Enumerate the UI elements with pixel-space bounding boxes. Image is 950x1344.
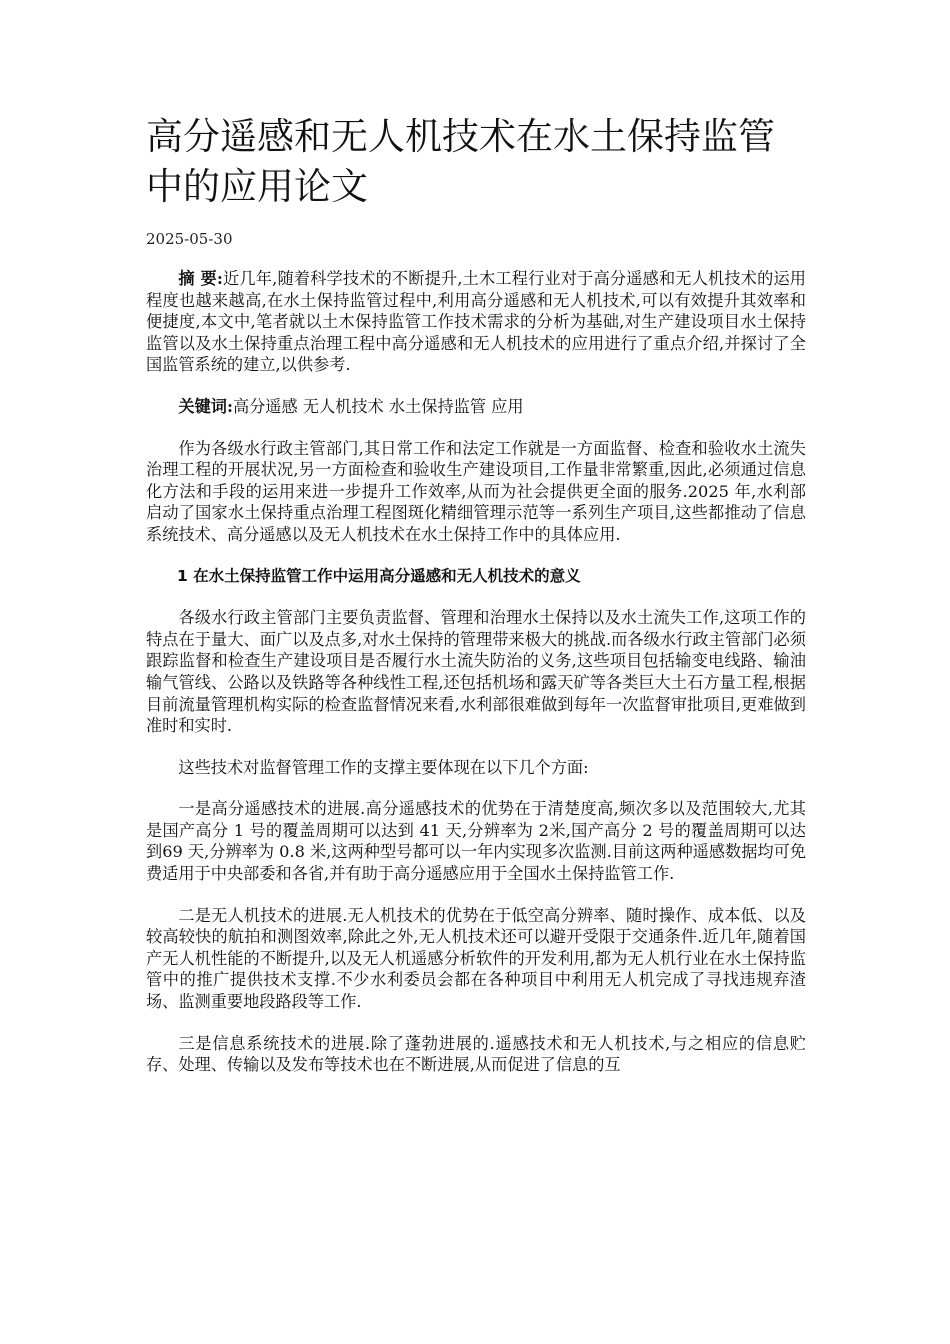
body-paragraph-4: 一是高分遥感技术的进展.高分遥感技术的优势在于清楚度高,频次多以及范围较大,尤其是国产高分 1 号的覆盖周期可以达到 41 天,分辨率为 2米,国产高分 2 号的覆盖周期可以达到69 天,分辨率为 0.8 米,这两种型号都可以一年内实现多次监测.目前这两种遥感数据均可免费适用于中央部委和各省,并有助于高分遥感应用于全国水土保持监管工作.	[146, 799, 806, 884]
abstract-label: 摘 要:	[178, 269, 223, 288]
body-paragraph-5: 二是无人机技术的进展.无人机技术的优势在于低空高分辨率、随时操作、成本低、以及较高较快的航拍和测图效率,除此之外,无人机技术还可以避开受限于交通条件.近几年,随着国产无人机性能的不断提升,以及无人机遥感分析软件的开发利用,都为无人机行业在水土保持监管中的推广提供技术支撑.不少水利委员会都在各种项目中利用无人机完成了寻找违规弃渣场、监测重要地段路段等工作.	[146, 905, 806, 1012]
document-body	[146, 268, 806, 1096]
body-paragraph-3: 这些技术对监督管理工作的支撑主要体现在以下几个方面:	[178, 757, 589, 777]
document-title: 高分遥感和无人机技术在水土保持监管中的应用论文	[146, 115, 775, 208]
keywords-label: 关键词:	[178, 396, 233, 416]
keywords-paragraph	[146, 396, 806, 418]
section-heading-1: 1 在水土保持监管工作中运用高分遥感和无人机技术的意义	[177, 566, 581, 585]
publish-date: 2025-05-30	[146, 230, 233, 248]
abstract-text: 近几年,随着科学技术的不断提升,土木工程行业对于高分遥感和无人机技术的运用程度也越来越高,在水土保持监管过程中,利用高分遥感和无人机技术,可以有效提升其效率和便捷度,本文中,笔者就以土木保持监管工作技术需求的分析为基础,对生产建设项目水土保持监管以及水土保持重点治理工程中高分遥感和无人机技术的应用进行了重点介绍,并探讨了全国监管系统的建立,以供参考.	[146, 269, 806, 375]
body-paragraph-1: 作为各级水行政主管部门,其日常工作和法定工作就是一方面监督、检查和验收水土流失治理工程的开展状况,另一方面检查和验收生产建设项目,工作量非常繁重,因此,必须通过信息化方法和手段的运用来进一步提升工作效率,从而为社会提供更全面的服务.2025 年,水利部启动了国家水土保持重点治理工程图斑化精细管理示范等一系列生产项目,这些都推动了信息系统技术、高分遥感以及无人机技术在水土保持工作中的具体应用.	[146, 438, 806, 544]
body-paragraph-2: 各级水行政主管部门主要负责监督、管理和治理水土保持以及水土流失工作,这项工作的特点在于量大、面广以及点多,对水土保持的管理带来极大的挑战.而各级水行政主管部门必须跟踪监督和检查生产建设项目是否履行水土流失防治的义务,这些项目包括输变电线路、输油输气管线、公路以及铁路等各种线性工程,还包括机场和露天矿等各类巨大土石方量工程,根据目前流量管理机构实际的检查监督情况来看,水利部很难做到每年一次监督审批项目,更难做到准时和实时.	[146, 608, 806, 736]
body-paragraph-6: 三是信息系统技术的进展.除了蓬勃进展的.遥感技术和无人机技术,与之相应的信息贮存、处理、传输以及发布等技术也在不断进展,从而促进了信息的互	[146, 1033, 806, 1075]
abstract-paragraph	[146, 268, 806, 376]
keywords-text: 高分遥感 无人机技术 水土保持监管 应用	[232, 396, 524, 416]
